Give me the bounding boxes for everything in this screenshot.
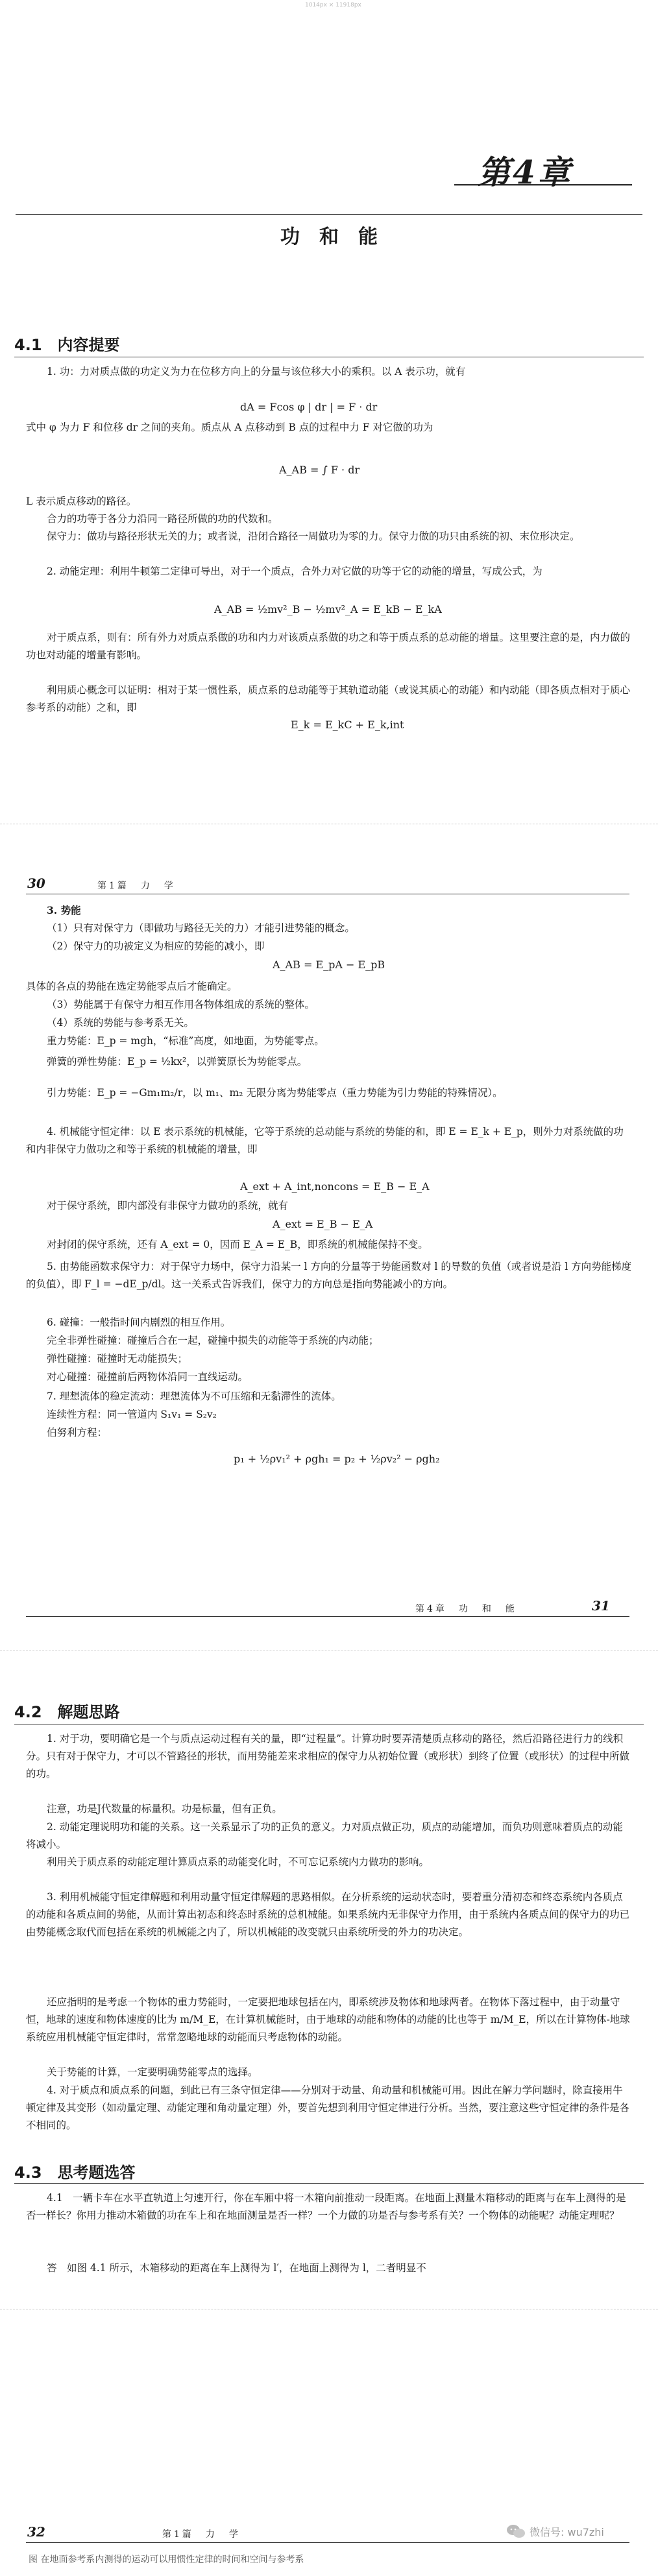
item-3a: （1）只有对保守力（即做功与路径无关的力）才能引进势能的概念。 bbox=[47, 922, 355, 934]
item-7a: 连续性方程：同一管道内 S₁v₁ = S₂v₂ bbox=[47, 1409, 217, 1420]
section-4-2-heading: 4.2 解题思路 bbox=[14, 1703, 120, 1721]
section-4-3-heading: 4.3 思考题选答 bbox=[14, 2164, 136, 2182]
para-angle: 式中 φ 为力 F 和位移 dr 之间的夹角。质点从 A 点移动到 B 点的过程中力 F 对它做的功为 bbox=[26, 422, 433, 433]
page-number-32: 32 bbox=[27, 2524, 45, 2540]
eq-kinetic: A_AB = ½mv²_B − ½mv²_A = E_kB − E_kA bbox=[214, 603, 442, 615]
eq-potential: A_AB = E_pA − E_pB bbox=[273, 959, 385, 971]
item-6c: 对心碰撞：碰撞前后两物体沿同一直线运动。 bbox=[47, 1371, 249, 1383]
eq-Ek: E_k = E_kC + E_k,int bbox=[291, 719, 404, 731]
para-work-def: 1. 功：力对质点做的功定义为力在位移方向上的分量与该位移大小的乘积。以 A 表示功，就有 bbox=[47, 366, 466, 377]
approach-4: 4. 对于质点和质点系的问题，到此已有三条守恒定律——分别对于动量、角动量和机械能可用。因此在解力学问题时，除直接用牛顿定律及其变形（如动量定理、动能定理和角动量定理）外，要首先想到利用守恒定律进行分析。当然，要注意这些守恒定律的条件是各不相同的。 bbox=[26, 2084, 630, 2131]
eq-bernoulli: p₁ + ½ρv₁² + ρgh₁ = p₂ + ½ρv₂² − ρgh₂ bbox=[234, 1453, 440, 1465]
item-3-heading: 3. 势能 bbox=[47, 904, 81, 916]
para-resultant: 合力的功等于各分力沿同一路径所做的功的代数和。 bbox=[47, 513, 278, 525]
para-system: 对于质点系，则有：所有外力对质点系做的功和内力对该质点系做的功之和等于质点系的总动能的增量。这里要注意的是，内力做的功也对动能的增量有影响。 bbox=[26, 632, 631, 661]
question-4-1: 4.1 一辆卡车在水平直轨道上匀速开行，你在车厢中将一木箱向前推动一段距离。在地面上测量木箱移动的距离与在车上测得的是否一样长？你用力推动木箱做的功在车上和在地面测量是否一样？一个力做的功是否与参考系有关？一个物体的动能呢？动能定理呢？ bbox=[26, 2192, 626, 2221]
approach-3c: 关于势能的计算，一定要明确势能零点的选择。 bbox=[47, 2066, 258, 2078]
gravitation-potential: 引力势能：E_p = −Gm₁m₂/r，以 m₁、m₂ 无限分离为势能零点（重力势能为引力势能的特殊情况）。 bbox=[47, 1087, 503, 1099]
para-kinetic-theorem: 2. 动能定理：利用牛顿第二定律可导出，对于一个质点，合外力对它做的功等于它的动能的增量，写成公式，为 bbox=[47, 566, 542, 577]
gravity-potential: 重力势能：E_p = mgh，“标准”高度，如地面，为势能零点。 bbox=[47, 1035, 324, 1047]
approach-2b: 利用关于质点系的动能定理计算质点系的动能变化时，不可忘记系统内力做功的影响。 bbox=[47, 1856, 430, 1868]
item-3e: （4）系统的势能与参考系无关。 bbox=[47, 1017, 194, 1029]
image-size-label: 1014px × 11918px bbox=[305, 2, 361, 8]
wechat-watermark bbox=[506, 2522, 604, 2541]
item-7: 7. 理想流体的稳定流动：理想流体为不可压缩和无黏滞性的流体。 bbox=[47, 1390, 341, 1402]
item-6a: 完全非弹性碰撞：碰撞后合在一起，碰撞中损失的动能等于系统的内动能； bbox=[47, 1335, 379, 1346]
approach-2: 2. 动能定理说明功和能的关系。这一关系显示了功的正负的意义。力对质点做正功，质点的动能增加，而负功则意味着质点的动能将减小。 bbox=[26, 1821, 623, 1850]
item-3c: 具体的各点的势能在选定势能零点后才能确定。 bbox=[26, 981, 238, 992]
item-3b: （2）保守力的功被定义为相应的势能的减小，即 bbox=[47, 940, 265, 952]
running-head-p30: 第1篇 力 学 bbox=[97, 881, 176, 891]
item-4: 4. 机械能守恒定律：以 E 表示系统的机械能，它等于系统的总动能与系统的势能的和，即 E = E_k + E_p，则外力对系统做的功和内非保守力做功之和等于系统的机械能的增量，即 bbox=[26, 1126, 624, 1155]
item-6: 6. 碰撞：一般指时间内剧烈的相互作用。 bbox=[47, 1317, 231, 1328]
eq-Aext: A_ext = E_B − E_A bbox=[273, 1218, 373, 1230]
chapter-badge: 第4章 bbox=[454, 147, 632, 193]
item-5: 5. 由势能函数求保守力：对于保守力场中，保守力沿某一 l 方向的分量等于势能函数对 l 的导数的负值（或者说是沿 l 方向势能梯度的负值），即 F_l = −dE_p/dl。这一关系式告诉我们，保守力的方向总是指向势能减小的方向。 bbox=[26, 1261, 632, 1290]
eq-A-AB: A_AB = ∫ F · dr bbox=[279, 464, 360, 476]
item-3d: （3）势能属于有保守力相互作用各物体组成的系统的整体。 bbox=[47, 999, 315, 1010]
para-com: 利用质心概念可以证明：相对于某一惯性系，质点系的总动能等于其轨道动能（或说其质心的动能）和内动能（即各质点相对于质心参考系的动能）之和，即 bbox=[26, 684, 631, 713]
running-head-p32: 第1篇 力 学 bbox=[162, 2529, 241, 2540]
para-conservative: 保守力：做功与路径形状无关的力；或者说，沿闭合路径一周做功为零的力。保守力做的功只由系统的初、末位形决定。 bbox=[47, 531, 580, 542]
item-4c: 对封闭的保守系统，还有 A_ext = 0，因而 E_A = E_B，即系统的机械能保持不变。 bbox=[47, 1239, 428, 1250]
elastic-potential: 弹簧的弹性势能：E_p = ½kx²，以弹簧原长为势能零点。 bbox=[47, 1056, 308, 1067]
item-7b: 伯努利方程： bbox=[47, 1427, 108, 1438]
section-4-1-heading: 4.1 内容提要 bbox=[14, 336, 120, 354]
item-4b: 对于保守系统，即内部没有非保守力做功的系统，就有 bbox=[47, 1200, 289, 1211]
wechat-icon bbox=[506, 2523, 526, 2539]
answer-4-1: 答 如图 4.1 所示，木箱移动的距离在车上测得为 l′，在地面上测得为 l，二者明显不 bbox=[47, 2262, 426, 2274]
bottom-cropped-line: 图 在地面参考系内测得的运动可以用惯性定律的时间和空间与参考系 bbox=[29, 2555, 304, 2565]
para-path: L 表示质点移动的路径。 bbox=[26, 495, 137, 507]
item-6b: 弹性碰撞：碰撞时无动能损失； bbox=[47, 1353, 188, 1365]
approach-1b: 注意，功是J代数量的标量积。功是标量，但有正负。 bbox=[47, 1803, 282, 1815]
eq-dA: dA = Fcos φ | dr | = F · dr bbox=[240, 401, 378, 413]
approach-1: 1. 对于功，要明确它是一个与质点运动过程有关的量，即“过程量”。计算功时要弄清楚质点移动的路径，然后沿路径进行力的线积分。只有对于保守力，才可以不管路径的形状，而用势能差来求相应的保守力从初始位置（或形状）到终了位置（或形状）的过程中所做的功。 bbox=[26, 1733, 630, 1780]
running-head-p31: 第4章 功 和 能 bbox=[415, 1604, 517, 1614]
approach-3b: 还应指明的是考虑一个物体的重力势能时，一定要把地球包括在内，即系统涉及物体和地球两者。在物体下落过程中，由于动量守恒，地球的速度和物体速度的比为 m/M_E，在计算机械能时，由于地球的动能和物体的动能的比也等于 m/M_E，所以在计算物体-地球系统应用机械能守恒定律时，常常忽略地球的动能而只考虑物体的动能。 bbox=[26, 1996, 630, 2043]
eq-mech-energy: A_ext + A_int,noncons = E_B − E_A bbox=[240, 1180, 430, 1193]
page-number-30: 30 bbox=[27, 876, 45, 891]
chapter-title: 功 和 能 bbox=[280, 226, 378, 248]
watermark-text: 微信号: wu7zhi bbox=[530, 2525, 604, 2538]
approach-3: 3. 利用机械能守恒定律解题和利用动量守恒定律解题的思路相似。在分析系统的运动状态时，要着重分清初态和终态系统内各质点的动能和各质点间的势能，从而计算出初态和终态时系统的总机械能。如果系统内无非保守力作用，由于系统内各质点间的保守力的功已由势能概念取代而包括在系统的机械能之内了，所以机械能的改变就只由系统所受的外力的功决定。 bbox=[26, 1891, 630, 1938]
page-number-31: 31 bbox=[592, 1598, 610, 1614]
